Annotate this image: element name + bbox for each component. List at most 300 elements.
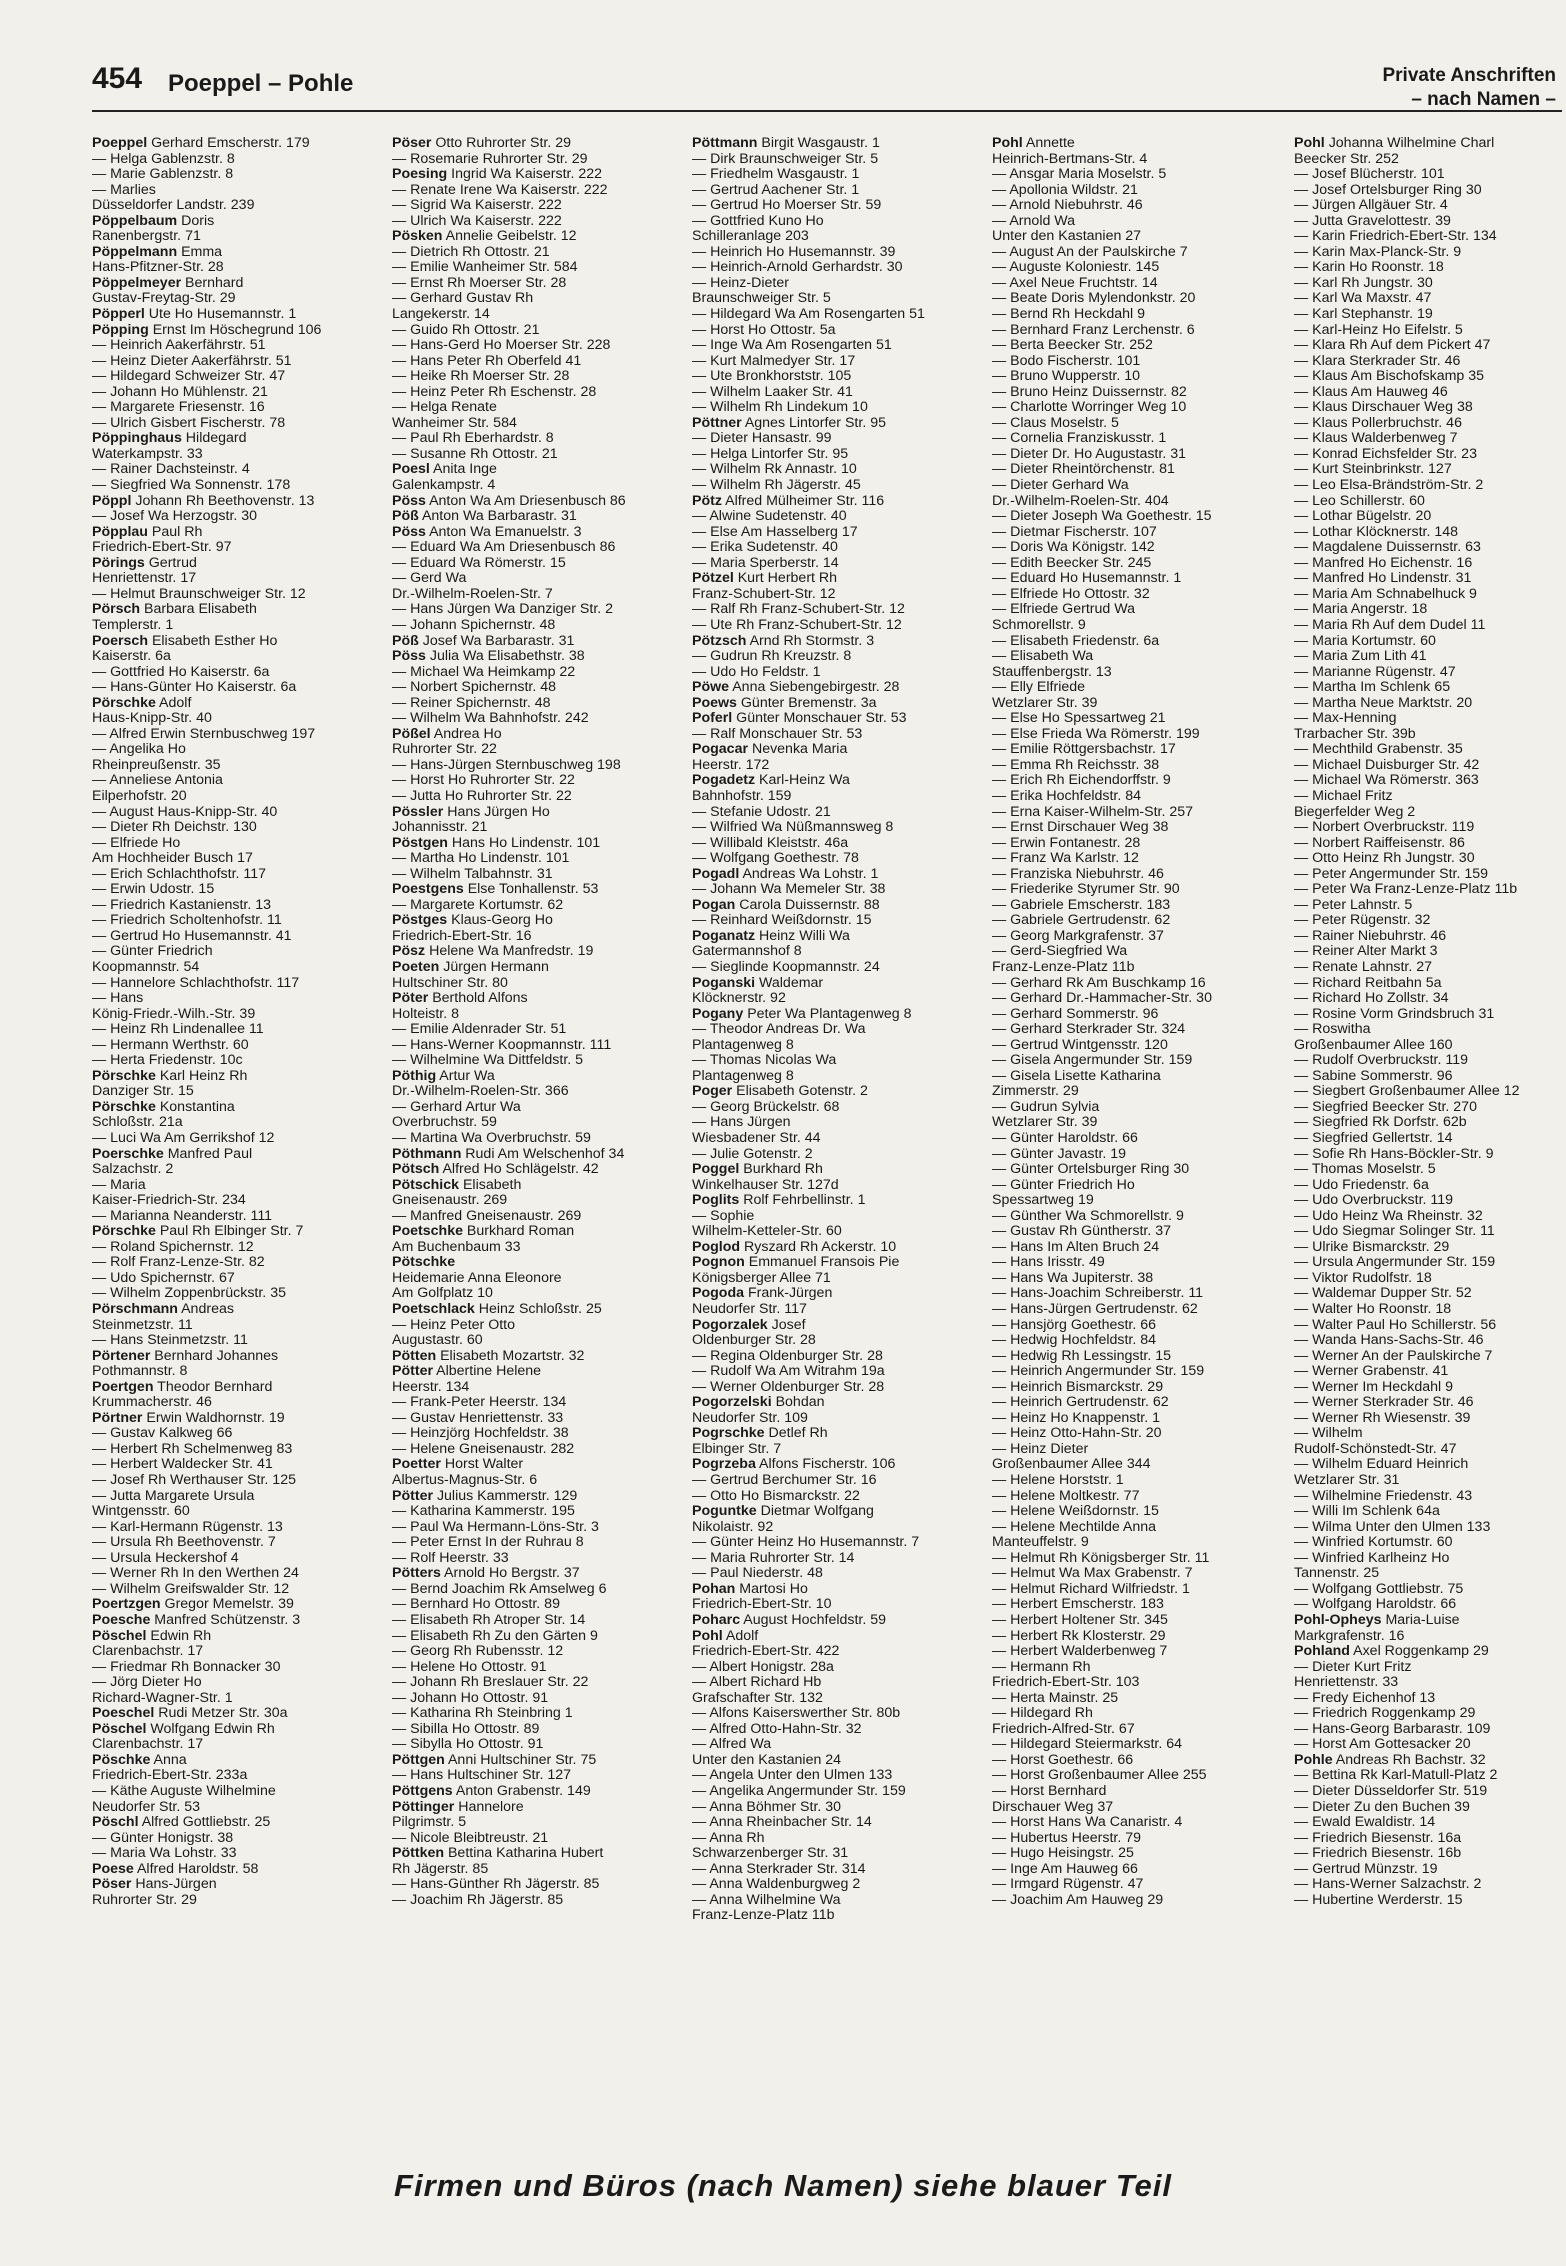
entry-text: — Maria Kortumstr. 60 bbox=[1294, 633, 1436, 649]
entry-text: Albertine Helene bbox=[433, 1364, 542, 1380]
entry-text: Adolf bbox=[722, 1628, 759, 1644]
entry-text: — Sibilla Ho Ottostr. 89 bbox=[392, 1721, 540, 1737]
directory-entry bbox=[1294, 1147, 1564, 1163]
entry-surname: Pöttgens bbox=[392, 1783, 453, 1799]
entry-surname: Pößel bbox=[392, 726, 431, 742]
directory-entry bbox=[392, 618, 684, 634]
directory-entry bbox=[992, 618, 1284, 634]
directory-entry bbox=[392, 1349, 684, 1365]
entry-text: Gregor Memelstr. 39 bbox=[160, 1597, 294, 1613]
directory-entry bbox=[992, 354, 1284, 370]
entry-text: Templerstr. 1 bbox=[92, 617, 174, 633]
entry-text: Friedrich-Ebert-Str. 97 bbox=[92, 540, 232, 556]
entry-text: — Martha Neue Marktstr. 20 bbox=[1294, 695, 1473, 711]
directory-entry bbox=[692, 1333, 984, 1349]
directory-entry bbox=[692, 291, 984, 307]
entry-text: — Ernst Dirschauer Weg 38 bbox=[992, 820, 1169, 836]
entry-text: — Max-Henning bbox=[1294, 711, 1397, 727]
directory-entry bbox=[1294, 136, 1564, 152]
entry-text: Edwin Rh bbox=[146, 1628, 212, 1644]
entry-text: — Marlies bbox=[92, 182, 156, 198]
directory-entry bbox=[1294, 1753, 1564, 1769]
directory-entry bbox=[692, 323, 984, 339]
entry-text: Rudi Am Welschenhof 34 bbox=[461, 1146, 625, 1162]
directory-entry bbox=[692, 1535, 984, 1551]
directory-entry bbox=[92, 634, 384, 650]
entry-text: Jürgen Hermann bbox=[439, 959, 549, 975]
directory-entry bbox=[692, 1768, 984, 1784]
entry-surname: Poertgen bbox=[92, 1379, 154, 1395]
entry-text: Wetzlarer Str. 31 bbox=[1294, 1473, 1400, 1489]
directory-entry bbox=[392, 1084, 684, 1100]
entry-text: — Hans-Georg Barbarastr. 109 bbox=[1294, 1721, 1491, 1737]
directory-entry bbox=[92, 556, 384, 572]
directory-entry bbox=[992, 494, 1284, 510]
entry-text: — Anna Rh bbox=[692, 1830, 765, 1846]
entry-text: — Heinz Dieter bbox=[992, 1441, 1089, 1457]
entry-text: — Gertrud Ho Moerser Str. 59 bbox=[692, 198, 882, 214]
directory-entry bbox=[692, 976, 984, 992]
entry-text: — Günther Wa Schmorellstr. 9 bbox=[992, 1208, 1184, 1224]
directory-entry bbox=[692, 1520, 984, 1536]
entry-text: — Dieter Dr. Ho Augustastr. 31 bbox=[992, 446, 1186, 462]
directory-entry bbox=[692, 898, 984, 914]
directory-entry bbox=[992, 152, 1284, 168]
directory-entry bbox=[992, 991, 1284, 1007]
entry-text: — Gerhard Artur Wa bbox=[392, 1099, 521, 1115]
directory-entry bbox=[92, 789, 384, 805]
entry-text: — Manfred Gneisenaustr. 269 bbox=[392, 1208, 582, 1224]
entry-text: — Michael Duisburger Str. 42 bbox=[1294, 757, 1480, 773]
entry-text: — Rosine Vorm Grindsbruch 31 bbox=[1294, 1006, 1495, 1022]
entry-text: — Karin Max-Planck-Str. 9 bbox=[1294, 244, 1462, 260]
directory-entry bbox=[92, 1178, 384, 1194]
directory-entry bbox=[92, 1364, 384, 1380]
entry-text: — Charlotte Worringer Weg 10 bbox=[992, 400, 1187, 416]
entry-text: — Bodo Fischerstr. 101 bbox=[992, 353, 1141, 369]
directory-entry bbox=[692, 1038, 984, 1054]
directory-entry bbox=[92, 696, 384, 712]
directory-entry bbox=[92, 1582, 384, 1598]
directory-entry bbox=[992, 758, 1284, 774]
entry-text: — Doris Wa Königstr. 142 bbox=[992, 540, 1155, 556]
entry-text: — Heike Rh Moerser Str. 28 bbox=[392, 369, 570, 385]
page-title: Poeppel – Pohle bbox=[168, 70, 354, 97]
directory-entry bbox=[1294, 291, 1564, 307]
entry-text: Alfons Fischerstr. 106 bbox=[755, 1457, 896, 1473]
entry-text: — Norbert Overbruckstr. 119 bbox=[1294, 820, 1475, 836]
directory-entry bbox=[692, 245, 984, 261]
entry-text: Anni Hultschiner Str. 75 bbox=[444, 1752, 597, 1768]
directory-entry bbox=[692, 1489, 984, 1505]
directory-entry bbox=[692, 183, 984, 199]
entry-text: — Herta Mainstr. 25 bbox=[992, 1690, 1119, 1706]
directory-entry bbox=[92, 1629, 384, 1645]
directory-entry bbox=[992, 680, 1284, 696]
directory-entry bbox=[992, 1131, 1284, 1147]
directory-entry bbox=[692, 1784, 984, 1800]
entry-text: Dr.-Wilhelm-Roelen-Str. 7 bbox=[392, 586, 553, 602]
directory-entry bbox=[392, 1722, 684, 1738]
directory-entry bbox=[92, 1675, 384, 1691]
entry-text: — Wilhelm bbox=[1294, 1426, 1363, 1442]
entry-text: Ingrid Wa Kaiserstr. 222 bbox=[447, 167, 603, 183]
directory-entry bbox=[92, 1877, 384, 1893]
directory-entry bbox=[992, 882, 1284, 898]
directory-entry bbox=[1294, 1395, 1564, 1411]
entry-text: Haus-Knipp-Str. 40 bbox=[92, 711, 212, 727]
directory-entry bbox=[392, 369, 684, 385]
entry-text: — Klaus Pollerbruchstr. 46 bbox=[1294, 415, 1462, 431]
directory-entry bbox=[1294, 618, 1564, 634]
entry-text: — Otto Ho Bismarckstr. 22 bbox=[692, 1488, 860, 1504]
directory-entry bbox=[992, 913, 1284, 929]
entry-text: — Hedwig Rh Lessingstr. 15 bbox=[992, 1348, 1172, 1364]
directory-entry bbox=[392, 1691, 684, 1707]
directory-entry bbox=[392, 680, 684, 696]
entry-text: Anton Wa Emanuelstr. 3 bbox=[425, 524, 582, 540]
directory-entry bbox=[1294, 369, 1564, 385]
entry-text: — Heinrich Bismarckstr. 29 bbox=[992, 1379, 1164, 1395]
entry-surname: Pöss bbox=[392, 524, 426, 540]
entry-text: — August Haus-Knipp-Str. 40 bbox=[92, 804, 278, 820]
directory-entry bbox=[992, 276, 1284, 292]
entry-text: — Roswitha bbox=[1294, 1022, 1371, 1038]
entry-text: Wiesbadener Str. 44 bbox=[692, 1131, 821, 1146]
directory-entry bbox=[692, 867, 984, 883]
directory-entry bbox=[1294, 1768, 1564, 1784]
directory-entry bbox=[1294, 820, 1564, 836]
entry-text: Josef Wa Barbarastr. 31 bbox=[418, 633, 575, 649]
entry-text: — Ralf Rh Franz-Schubert-Str. 12 bbox=[692, 602, 905, 618]
entry-text: — Klara Sterkrader Str. 46 bbox=[1294, 353, 1461, 369]
entry-surname: Pöstges bbox=[392, 913, 448, 929]
entry-text: — Franz Wa Karlstr. 12 bbox=[992, 851, 1139, 867]
entry-text: — Michael Fritz bbox=[1294, 788, 1393, 804]
directory-entry bbox=[392, 1053, 684, 1069]
entry-surname: Pohl bbox=[1294, 136, 1325, 151]
directory-entry bbox=[692, 1069, 984, 1085]
entry-surname: Pöser bbox=[92, 1877, 132, 1893]
entry-text: Alfred Gottliebstr. 25 bbox=[138, 1815, 271, 1831]
directory-entry bbox=[692, 618, 984, 634]
directory-entry bbox=[992, 649, 1284, 665]
directory-entry bbox=[692, 1162, 984, 1178]
entry-text: Salzachstr. 2 bbox=[92, 1162, 174, 1178]
entry-text: Waterkampstr. 33 bbox=[92, 446, 203, 462]
entry-text: Gneisenaustr. 269 bbox=[392, 1193, 508, 1209]
directory-entry bbox=[1294, 742, 1564, 758]
directory-entry bbox=[992, 1115, 1284, 1131]
entry-text: — Ernst Rh Moerser Str. 28 bbox=[392, 275, 567, 291]
directory-entry bbox=[392, 571, 684, 587]
directory-entry bbox=[1294, 602, 1564, 618]
entry-text: Alfred Haroldstr. 58 bbox=[133, 1861, 259, 1877]
entry-text: — Maria Angerstr. 18 bbox=[1294, 602, 1428, 618]
section-heading-line1: Private Anschriften bbox=[1382, 65, 1556, 86]
directory-entry bbox=[392, 1520, 684, 1536]
entry-surname: Pöppelbaum bbox=[92, 213, 178, 229]
directory-entry bbox=[392, 742, 684, 758]
entry-text: — Udo Overbruckstr. 119 bbox=[1294, 1193, 1454, 1209]
entry-text: — Magdalene Duissernstr. 63 bbox=[1294, 540, 1481, 556]
directory-entry bbox=[992, 1846, 1284, 1862]
entry-text: — Karl-Hermann Rügenstr. 13 bbox=[92, 1519, 283, 1535]
entry-text: Barbara Elisabeth bbox=[140, 602, 257, 618]
entry-text: — Horst Goethestr. 66 bbox=[992, 1752, 1134, 1768]
entry-text: — Kurt Steinbrinkstr. 127 bbox=[1294, 462, 1452, 478]
entry-text: Emma bbox=[177, 244, 223, 260]
directory-entry bbox=[392, 913, 684, 929]
directory-entry bbox=[692, 944, 984, 960]
entry-text: — Wanda Hans-Sachs-Str. 46 bbox=[1294, 1333, 1484, 1349]
entry-text: — Leo Elsa-Brändström-Str. 2 bbox=[1294, 478, 1484, 494]
directory-entry bbox=[1294, 1489, 1564, 1505]
entry-text: — Jutta Margarete Ursula bbox=[92, 1488, 255, 1504]
entry-text: — Berta Beecker Str. 252 bbox=[992, 338, 1153, 354]
directory-entry bbox=[92, 1644, 384, 1660]
entry-text: Burkhard Roman bbox=[462, 1224, 575, 1240]
entry-text: — Dirk Braunschweiger Str. 5 bbox=[692, 151, 879, 167]
entry-text: — Ursula Heckershof 4 bbox=[92, 1550, 239, 1566]
directory-entry bbox=[392, 665, 684, 681]
entry-text: Johanna Wilhelmine Charl bbox=[1324, 136, 1495, 151]
entry-text: Artur Wa bbox=[436, 1068, 495, 1084]
entry-text: — Heinrich Aakerfährstr. 51 bbox=[92, 338, 266, 354]
entry-text: — Jutta Gravelottestr. 39 bbox=[1294, 213, 1451, 229]
entry-text: — Ralf Monschauer Str. 53 bbox=[692, 726, 863, 742]
directory-entry bbox=[392, 1566, 684, 1582]
entry-text: — Heinz Dieter Aakerfährstr. 51 bbox=[92, 353, 292, 369]
entry-text: — Viktor Rudolfstr. 18 bbox=[1294, 1270, 1432, 1286]
entry-text: — Ewald Ewaldistr. 14 bbox=[1294, 1815, 1436, 1831]
entry-text: König-Friedr.-Wilh.-Str. 39 bbox=[92, 1006, 256, 1022]
entry-text: — Günter Ortelsburger Ring 30 bbox=[992, 1162, 1190, 1178]
entry-text: — Gustav Rh Güntherstr. 37 bbox=[992, 1224, 1171, 1240]
directory-entry bbox=[92, 494, 384, 510]
entry-text: — Gabriele Gertrudenstr. 62 bbox=[992, 913, 1171, 929]
entry-surname: Pöttken bbox=[392, 1846, 445, 1862]
entry-surname: Pötschke bbox=[392, 1255, 456, 1271]
directory-entry bbox=[92, 1784, 384, 1800]
section-heading bbox=[1382, 64, 1556, 112]
entry-text: — Auguste Koloniestr. 145 bbox=[992, 260, 1160, 276]
directory-entry bbox=[92, 431, 384, 447]
entry-text: — Helga Lintorfer Str. 95 bbox=[692, 446, 849, 462]
directory-entry bbox=[392, 1582, 684, 1598]
entry-text: Langekerstr. 14 bbox=[392, 307, 490, 323]
entry-text: — Rainer Dachsteinstr. 4 bbox=[92, 462, 250, 478]
directory-entry bbox=[692, 1893, 984, 1909]
entry-text: Josef bbox=[767, 1317, 806, 1333]
directory-entry bbox=[1294, 711, 1564, 727]
directory-entry bbox=[992, 1255, 1284, 1271]
directory-entry bbox=[1294, 665, 1564, 681]
directory-entry bbox=[92, 167, 384, 183]
directory-entry bbox=[992, 1442, 1284, 1458]
directory-entry bbox=[1294, 1551, 1564, 1567]
entry-text: — Otto Heinz Rh Jungstr. 30 bbox=[1294, 851, 1475, 867]
entry-text: — Wilhelm Rk Annastr. 10 bbox=[692, 462, 857, 478]
entry-text: — Axel Neue Fruchtstr. 14 bbox=[992, 275, 1158, 291]
entry-text: Friedrich-Ebert-Str. 422 bbox=[692, 1644, 840, 1660]
directory-entry bbox=[392, 167, 684, 183]
entry-text: — Fredy Eichenhof 13 bbox=[1294, 1690, 1436, 1706]
entry-text: — Herbert Rh Schelmenweg 83 bbox=[92, 1441, 293, 1457]
directory-entry bbox=[1294, 1457, 1564, 1473]
directory-entry bbox=[1294, 167, 1564, 183]
entry-text: — Marianne Rügenstr. 47 bbox=[1294, 664, 1456, 680]
directory-entry bbox=[992, 727, 1284, 743]
entry-text: — Joachim Rh Jägerstr. 85 bbox=[392, 1892, 564, 1908]
directory-entry bbox=[692, 696, 984, 712]
entry-surname: Pohan bbox=[692, 1581, 736, 1597]
directory-entry bbox=[392, 183, 684, 199]
entry-text: — Johann Ho Ottostr. 91 bbox=[392, 1690, 549, 1706]
directory-entry bbox=[1294, 338, 1564, 354]
entry-text: Wilhelm-Ketteler-Str. 60 bbox=[692, 1224, 842, 1240]
directory-entry bbox=[692, 1224, 984, 1240]
directory-entry bbox=[1294, 1022, 1564, 1038]
directory-column-5 bbox=[1294, 136, 1564, 1908]
directory-entry bbox=[392, 276, 684, 292]
directory-entry bbox=[92, 509, 384, 525]
entry-surname: Pohl bbox=[692, 1628, 723, 1644]
entry-text: — Heinrich Angermunder Str. 159 bbox=[992, 1364, 1205, 1380]
directory-entry bbox=[92, 773, 384, 789]
entry-text: — Wilhelm Zoppenbrückstr. 35 bbox=[92, 1286, 286, 1302]
entry-text: — Werner Im Heckdahl 9 bbox=[1294, 1379, 1454, 1395]
directory-entry bbox=[692, 820, 984, 836]
entry-text: — Gerd-Siegfried Wa bbox=[992, 944, 1128, 960]
directory-entry bbox=[392, 1784, 684, 1800]
entry-text: — Friedrich Scholtenhofstr. 11 bbox=[92, 913, 282, 929]
entry-text: — Gottfried Kuno Ho bbox=[692, 213, 824, 229]
entry-text: Rudolf-Schönstedt-Str. 47 bbox=[1294, 1441, 1457, 1457]
directory-entry bbox=[392, 1364, 684, 1380]
entry-text: Gatermannshof 8 bbox=[692, 944, 802, 960]
directory-entry bbox=[992, 214, 1284, 230]
entry-text: — Bruno Wupperstr. 10 bbox=[992, 369, 1140, 385]
directory-entry bbox=[692, 773, 984, 789]
directory-entry bbox=[692, 1831, 984, 1847]
directory-entry bbox=[692, 1115, 984, 1131]
entry-text: — Johann Rh Breslauer Str. 22 bbox=[392, 1675, 589, 1691]
entry-text: — Wilfried Wa Nüßmannsweg 8 bbox=[692, 820, 894, 836]
section-heading-line2: – nach Namen – bbox=[1411, 89, 1556, 110]
directory-entry bbox=[92, 1131, 384, 1147]
directory-entry bbox=[692, 354, 984, 370]
entry-text: — Walter Paul Ho Schillerstr. 56 bbox=[1294, 1317, 1497, 1333]
directory-entry bbox=[692, 229, 984, 245]
directory-entry bbox=[1294, 1364, 1564, 1380]
entry-text: — Hans Irisstr. 49 bbox=[992, 1255, 1105, 1271]
directory-entry bbox=[392, 1395, 684, 1411]
directory-entry bbox=[92, 1053, 384, 1069]
directory-entry bbox=[1294, 913, 1564, 929]
entry-text: — Jörg Dieter Ho bbox=[92, 1675, 202, 1691]
directory-entry bbox=[992, 1271, 1284, 1287]
entry-text: — Roland Spichernstr. 12 bbox=[92, 1239, 254, 1255]
directory-entry bbox=[92, 1193, 384, 1209]
entry-surname: Pörschke bbox=[92, 1099, 156, 1115]
directory-entry bbox=[992, 1209, 1284, 1225]
directory-entry bbox=[1294, 1520, 1564, 1536]
directory-entry bbox=[1294, 1007, 1564, 1023]
entry-text: — Heinrich Ho Husemannstr. 39 bbox=[692, 244, 896, 260]
entry-text: — Helmut Rh Königsberger Str. 11 bbox=[992, 1550, 1210, 1566]
entry-text: — Willi Im Schlenk 64a bbox=[1294, 1504, 1440, 1520]
directory-entry bbox=[1294, 836, 1564, 852]
entry-text: — Herbert Walderbenweg 7 bbox=[992, 1644, 1168, 1660]
directory-entry bbox=[992, 1457, 1284, 1473]
directory-entry bbox=[1294, 183, 1564, 199]
entry-text: Martosi Ho bbox=[735, 1581, 808, 1597]
directory-entry bbox=[692, 789, 984, 805]
entry-text: Franz-Lenze-Platz 11b bbox=[992, 959, 1135, 975]
entry-surname: Pörings bbox=[92, 555, 145, 571]
directory-entry bbox=[1294, 587, 1564, 603]
directory-entry bbox=[992, 167, 1284, 183]
entry-text: Friedrich-Ebert-Str. 233a bbox=[92, 1768, 248, 1784]
directory-entry bbox=[1294, 152, 1564, 168]
directory-entry bbox=[992, 1815, 1284, 1831]
entry-surname: Poesl bbox=[392, 462, 430, 478]
entry-text: Birgit Wasgaustr. 1 bbox=[757, 136, 880, 151]
entry-surname: Pöstgen bbox=[392, 835, 448, 851]
directory-entry bbox=[692, 1862, 984, 1878]
entry-text: — Willibald Kleiststr. 46a bbox=[692, 835, 849, 851]
entry-text: — Karin Friedrich-Ebert-Str. 134 bbox=[1294, 229, 1497, 245]
entry-text: — Lothar Klöcknerstr. 148 bbox=[1294, 524, 1459, 540]
entry-text: — Dieter Hansastr. 99 bbox=[692, 431, 832, 447]
entry-surname: Pöwe bbox=[692, 680, 730, 696]
entry-text: Unter den Kastanien 24 bbox=[692, 1752, 842, 1768]
directory-entry bbox=[1294, 1597, 1564, 1613]
entry-text: — Wilhelmine Friedenstr. 43 bbox=[1294, 1488, 1473, 1504]
entry-text: — Werner Rh In den Werthen 24 bbox=[92, 1566, 299, 1582]
entry-text: Eilperhofstr. 20 bbox=[92, 788, 187, 804]
directory-entry bbox=[1294, 276, 1564, 292]
directory-entry bbox=[692, 602, 984, 618]
directory-entry bbox=[392, 1333, 684, 1349]
directory-entry bbox=[92, 229, 384, 245]
entry-text: — Hans-Werner Koopmannstr. 111 bbox=[392, 1037, 612, 1053]
directory-entry bbox=[992, 1660, 1284, 1676]
entry-text: — Erna Kaiser-Wilhelm-Str. 257 bbox=[992, 804, 1194, 820]
directory-entry bbox=[992, 711, 1284, 727]
directory-entry bbox=[992, 1722, 1284, 1738]
entry-text: Klöcknerstr. 92 bbox=[692, 991, 786, 1007]
entry-text: — Josef Ortelsburger Ring 30 bbox=[1294, 182, 1482, 198]
entry-text: — Konrad Eichsfelder Str. 23 bbox=[1294, 446, 1477, 462]
directory-entry bbox=[392, 1893, 684, 1909]
entry-text: — Maria Am Schnabelhuck 9 bbox=[1294, 586, 1477, 602]
directory-entry bbox=[1294, 1053, 1564, 1069]
entry-text: Anton Wa Am Driesenbusch 86 bbox=[425, 493, 626, 509]
entry-text: — Leo Schillerstr. 60 bbox=[1294, 493, 1425, 509]
entry-text: — Wilhelm Greifswalder Str. 12 bbox=[92, 1581, 290, 1597]
directory-entry bbox=[992, 556, 1284, 572]
entry-text: — Käthe Auguste Wilhelmine bbox=[92, 1783, 276, 1799]
directory-entry bbox=[392, 1457, 684, 1473]
directory-entry bbox=[92, 1302, 384, 1318]
entry-text: Zimmerstr. 29 bbox=[992, 1084, 1079, 1100]
directory-entry bbox=[92, 1349, 384, 1365]
entry-text: — Friedrich Roggenkamp 29 bbox=[1294, 1706, 1476, 1722]
entry-text: — Udo Ho Feldstr. 1 bbox=[692, 664, 821, 680]
directory-entry bbox=[992, 1333, 1284, 1349]
